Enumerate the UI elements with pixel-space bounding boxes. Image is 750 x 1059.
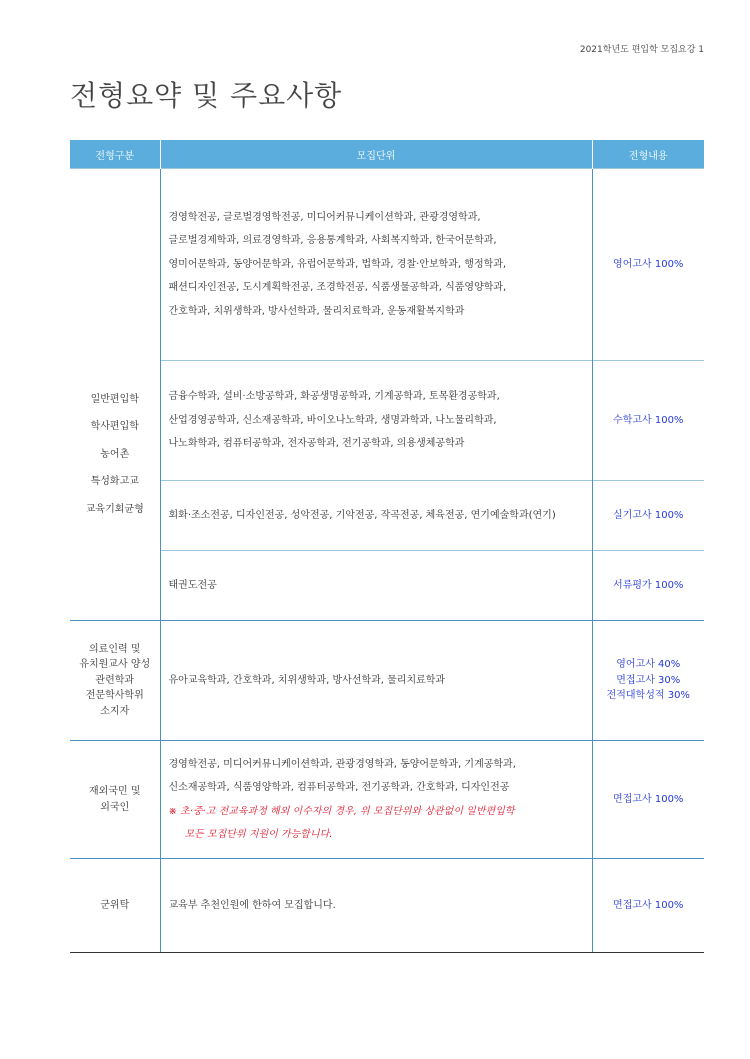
units-cell xyxy=(160,621,592,741)
category-label: 특성화고교 xyxy=(90,476,139,488)
header-category: 전형구분 xyxy=(70,140,160,169)
unit-line: 경영학전공, 글로벌경영학전공, 미디어커뮤니케이션학과, 관광경영학과, xyxy=(168,211,481,223)
unit-line: 간호학과, 치위생학과, 방사선학과, 물리치료학과, 운동재활복지학과 xyxy=(168,305,465,317)
content-cell: 면접고사 100% xyxy=(592,741,704,859)
content-cell: 실기고사 100% xyxy=(592,481,704,551)
category-label: 전문학사학위 xyxy=(85,690,144,702)
category-overseas xyxy=(70,741,160,859)
table-row xyxy=(70,361,704,481)
units-cell xyxy=(160,859,592,953)
units-cell xyxy=(160,361,592,481)
content-cell: 수학고사 100% xyxy=(592,361,704,481)
unit-line: 글로벌경제학과, 의료경영학과, 응용통계학과, 사회복지학과, 한국어문학과, xyxy=(168,235,497,247)
content-cell: 영어고사 100% xyxy=(592,169,704,361)
header-content: 전형내용 xyxy=(592,140,704,169)
unit-line: 회화·조소전공, 디자인전공, 성악전공, 기악전공, 작곡전공, 체육전공, 연기예술학과(연기) xyxy=(168,509,556,521)
category-military: 군위탁 xyxy=(70,859,160,953)
unit-line: 교육부 추천인원에 한하여 모집합니다. xyxy=(168,899,336,911)
category-label: 관련학과 xyxy=(95,674,135,686)
table-header-row xyxy=(70,140,704,169)
unit-line: 경영학전공, 미디어커뮤니케이션학과, 관광경영학과, 동양어문학과, 기계공학과, xyxy=(168,758,516,770)
admission-summary-table xyxy=(70,140,704,953)
category-label: 소지자 xyxy=(100,705,130,717)
content-line: 면접고사 30% xyxy=(616,674,681,686)
category-label: 농어촌 xyxy=(100,448,130,460)
unit-line: 금융수학과, 설비·소방공학과, 화공생명공학과, 기계공학과, 토목환경공학과, xyxy=(168,391,500,403)
category-label: 외국인 xyxy=(100,801,130,813)
category-label: 유치원교사 양성 xyxy=(79,659,151,671)
table-row xyxy=(70,621,704,741)
unit-line: 영미어문학과, 동양어문학과, 유럽어문학과, 법학과, 경찰·안보학과, 행정학과, xyxy=(168,258,507,270)
category-medical xyxy=(70,621,160,741)
table-row xyxy=(70,481,704,551)
category-label: 일반편입학 xyxy=(90,393,139,405)
table-row xyxy=(70,859,704,953)
units-cell xyxy=(160,741,592,859)
content-line: 영어고사 40% xyxy=(616,659,681,671)
unit-line: 산업경영공학과, 신소재공학과, 바이오나노학과, 생명과학과, 나노물리학과, xyxy=(168,414,497,426)
category-label: 재외국민 및 xyxy=(89,786,141,797)
unit-line: 신소재공학과, 식품영양학과, 컴퓨터공학과, 전기공학과, 간호학과, 디자인전공 xyxy=(168,782,510,793)
page-title: 전형요약 및 주요사항 xyxy=(70,79,343,112)
notice-line: 모든 모집단위 지원이 가능합니다. xyxy=(184,829,333,840)
page-header-note: 2021학년도 편입학 모집요강 1 xyxy=(579,45,704,55)
content-line: 전적대학성적 30% xyxy=(606,690,690,702)
unit-line: 패션디자인전공, 도시계획학전공, 조경학전공, 식품생물공학과, 식품영양학과, xyxy=(168,282,507,294)
units-cell xyxy=(160,551,592,621)
category-general xyxy=(70,169,160,621)
content-cell: 서류평가 100% xyxy=(592,551,704,621)
header-units: 모집단위 xyxy=(160,140,592,169)
table-row xyxy=(70,741,704,859)
table-row xyxy=(70,169,704,361)
content-cell xyxy=(592,621,704,741)
unit-line: 유아교육학과, 간호학과, 치위생학과, 방사선학과, 물리치료학과 xyxy=(168,674,446,686)
category-label: 의료인력 및 xyxy=(89,643,141,655)
table-row xyxy=(70,551,704,621)
unit-line: 나노화학과, 컴퓨터공학과, 전자공학과, 전기공학과, 의용생체공학과 xyxy=(168,438,465,450)
units-cell xyxy=(160,169,592,361)
units-cell xyxy=(160,481,592,551)
unit-line: 태권도전공 xyxy=(168,579,217,591)
content-cell: 면접고사 100% xyxy=(592,859,704,953)
notice-line: ※ 초·중·고 전교육과정 해외 이수자의 경우, 위 모집단위와 상관없이 일반편입학 xyxy=(168,805,515,817)
category-label: 교육기회균형 xyxy=(85,503,144,515)
category-label: 학사편입학 xyxy=(90,421,139,433)
